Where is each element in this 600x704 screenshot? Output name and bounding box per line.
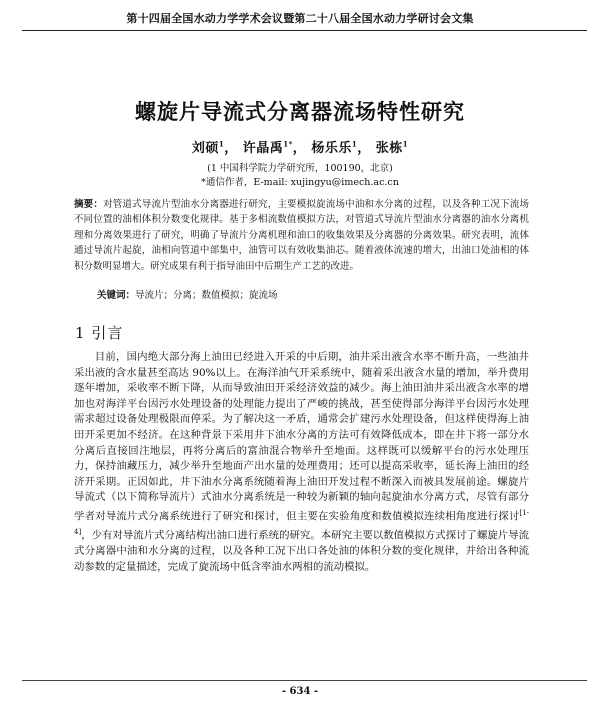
author-separator: ， <box>292 141 307 156</box>
author-mark: 1 <box>351 139 358 149</box>
body-paragraph <box>74 350 529 575</box>
abstract-text: 对管道式导流片型油水分离器进行研究，主要模拟旋流场中油和水分离的过程，以及各种工况下流场不同位置的油相体积分数变化规律。基于多相流数值模拟方法，对管道式导流片型油水分离器的油水分离机理和分离效果进行了研究，明确了导流片分离机理和油口的收集效果及分离器的分离效果。研究表明，流体通过导流片起旋，油相向管道中部集中，油管可以有效收集油芯。随着液体流速的增大，出油口处油相的体积分数明显增大。研究成果有利于指导油田中后期生产工艺的改进。 <box>74 199 529 272</box>
citation: [1-4] <box>74 508 529 536</box>
abstract-label: 摘要： <box>74 199 104 210</box>
corresponding-author: *通信作者，E-mail: xujingyu@imech.ac.cn <box>201 177 399 188</box>
author-name: 许晶禹 <box>242 141 284 156</box>
section-title: 引言 <box>91 324 124 342</box>
abstract <box>74 197 529 274</box>
page-number: - 634 - <box>281 686 319 697</box>
keywords <box>97 289 527 303</box>
body-text <box>74 350 529 575</box>
section-number: 1 <box>75 324 86 342</box>
author-mark: 1* <box>283 139 293 149</box>
author-name: 杨乐乐 <box>311 141 352 156</box>
section-heading <box>75 322 123 343</box>
author-list <box>0 137 600 156</box>
footer-rule <box>22 680 587 681</box>
affiliation: (1 中国科学院力学研究所，100190，北京) <box>207 163 393 174</box>
author-separator: ， <box>224 141 238 156</box>
affiliation-block <box>0 162 600 190</box>
header-rule <box>22 30 587 31</box>
paper-title: 螺旋片导流式分离器流场特性研究 <box>135 100 465 124</box>
author-separator: ， <box>357 141 371 156</box>
author-name: 刘硕 <box>191 141 219 156</box>
author-name: 张栋 <box>375 141 403 156</box>
keywords-text: 导流片；分离；数值模拟；旋流场 <box>135 290 278 301</box>
author-mark: 1 <box>218 139 225 149</box>
running-header: 第十四届全国水动力学学术会议暨第二十八届全国水动力学研讨会文集 <box>126 12 474 25</box>
keywords-label: 关键词： <box>97 290 136 301</box>
body-text-part2: ，少有对导流片式分离结构出油口进行系统的研究。本研究主要以数值模拟方式探讨了螺旋片导流式分离器中油和水分离的过程，以及各种工况下出口各处油的体积分数的变化规律，并给出各种流动参数的定量描述，完成了旋流场中低含率油水两相的流动模拟。 <box>74 529 529 573</box>
author-mark: 1 <box>402 139 409 149</box>
body-text-part1: 目前，国内绝大部分海上油田已经进入开采的中后期，油井采出液含水率不断升高，一些油井采出液的含水量甚至高达 90%以上。在海洋油气开采系统中，随着采出液含水量的增加，举升费用逐年增加，采收率不断下降，从而导致油田开采经济效益的减少。海上油田油井采出液含水率的增加也对海洋平台因污水处理设备的处理能力提出了严峻的挑战，甚至使得部分海洋平台因污水处理需求超过设备处理极限而停采。为了解决这一矛盾，通常会扩建污水处理设备，但这样使得海上油田开采更加不经济。在这种背景下采用井下油水分离的方法可有效降低成本，即在井下将一部分水分离后直接回注地层，再将分离后的富油混合物举升至地面。这样既可以缓解平台的污水处理压力，保持油藏压力，减少举升至地面产出水量的处理费用；还可以提高采收率，延长海上油田的经济开采期。正因如此，井下油水分离系统随着海上油田开发过程不断深入而被具发展前途。螺旋片导流式（以下简称导流片）式油水分离系统是一种较为新颖的轴向起旋油水分离方式，尽管有部分学者对导流片式分离系统进行了研究和探讨，但主要在实验角度和数值模拟连续相角度进行探讨 <box>74 351 529 523</box>
